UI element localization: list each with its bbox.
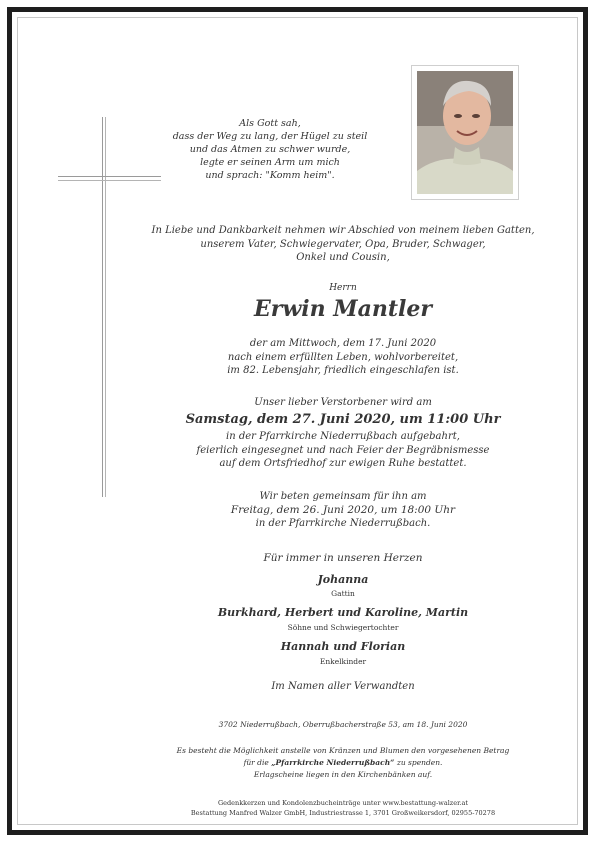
poem-line: und das Atmen zu schwer wurde, <box>189 144 351 155</box>
prayer-line: in der Pfarrkirche Niederrußbach. <box>255 518 431 529</box>
mourner-relation: Enkelkinder <box>319 657 367 666</box>
donation-text: für die <box>243 758 272 767</box>
funeral-date: Samstag, dem 27. Juni 2020, um 11:00 Uhr <box>185 412 501 427</box>
salutation: Herrn <box>329 283 357 293</box>
poem-line: legte er seinen Arm um mich <box>200 157 340 168</box>
portrait-photo <box>411 65 519 200</box>
death-line: nach einem erfüllten Leben, wohlvorbereitet, <box>227 351 459 363</box>
cross-horizontal-icon <box>58 176 161 177</box>
poem-line: und sprach: "Komm heim". <box>205 170 335 181</box>
donation-line: Es besteht die Möglichkeit anstelle von Kränzen und Blumen den vorgesehenen Betrag <box>176 746 510 755</box>
death-line: der am Mittwoch, dem 17. Juni 2020 <box>249 338 437 349</box>
footer <box>150 798 536 818</box>
funeral-detail-line: in der Pfarrkirche Niederrußbach aufgebahrt, <box>226 431 460 442</box>
donation-text: zu spenden. <box>394 758 443 767</box>
death-notice <box>150 337 536 378</box>
forever-text: Für immer in unseren Herzen <box>263 552 423 564</box>
intro-line: In Liebe und Dankbarkeit nehmen wir Abschied von meinem lieben Gatten, <box>151 225 535 236</box>
poem-line: dass der Weg zu lang, der Hügel zu steil <box>172 131 368 142</box>
prayer-line: Freitag, dem 26. Juni 2020, um 18:00 Uhr <box>230 503 456 516</box>
intro-text <box>150 224 536 265</box>
mourner-relation: Söhne und Schwiegertochter <box>287 623 399 632</box>
deceased-name: Erwin Mantler <box>253 296 433 322</box>
mourner-relation: Gattin <box>331 589 355 598</box>
prayer-notice <box>150 490 536 531</box>
prayer-line: Wir beten gemeinsam für ihn am <box>259 491 427 502</box>
cross-vertical-icon <box>102 117 103 497</box>
donation-line <box>150 757 536 769</box>
funeral-details <box>150 430 536 471</box>
footer-line: Gedenkkerzen und Kondolenzbucheinträge unter www.bestattung-walzer.at <box>217 799 469 807</box>
donation-line: Erlagscheine liegen in den Kirchenbänken auf. <box>253 770 433 779</box>
address-line: 3702 Niederrußbach, Oberrußbacherstraße 53, am 18. Juni 2020 <box>218 720 468 729</box>
funeral-intro: Unser lieber Verstorbener wird am <box>254 397 432 408</box>
intro-line: Onkel und Cousin, <box>296 252 390 263</box>
poem <box>170 117 370 182</box>
death-line: im 82. Lebensjahr, friedlich eingeschlafen ist. <box>227 365 459 376</box>
poem-line: Als Gott sah, <box>239 118 301 129</box>
mourner-names: Johanna <box>317 573 369 586</box>
relatives-text: Im Namen aller Verwandten <box>271 681 415 692</box>
mourner-names: Hannah und Florian <box>280 640 406 653</box>
funeral-detail-line: feierlich eingesegnet und nach Feier der Begräbnismesse <box>196 444 490 456</box>
donation-notice <box>150 745 536 781</box>
mourner-names: Burkhard, Herbert und Karoline, Martin <box>217 606 469 619</box>
intro-line: unserem Vater, Schwiegervater, Opa, Bruder, Schwager, <box>200 238 486 250</box>
footer-line: Bestattung Manfred Walzer GmbH, Industriestrasse 1, 3701 Großweikersdorf, 02955-70278 <box>190 809 496 817</box>
funeral-detail-line: auf dem Ortsfriedhof zur ewigen Ruhe bestattet. <box>219 458 467 469</box>
donation-recipient: „Pfarrkirche Niederrußbach“ <box>271 758 395 767</box>
